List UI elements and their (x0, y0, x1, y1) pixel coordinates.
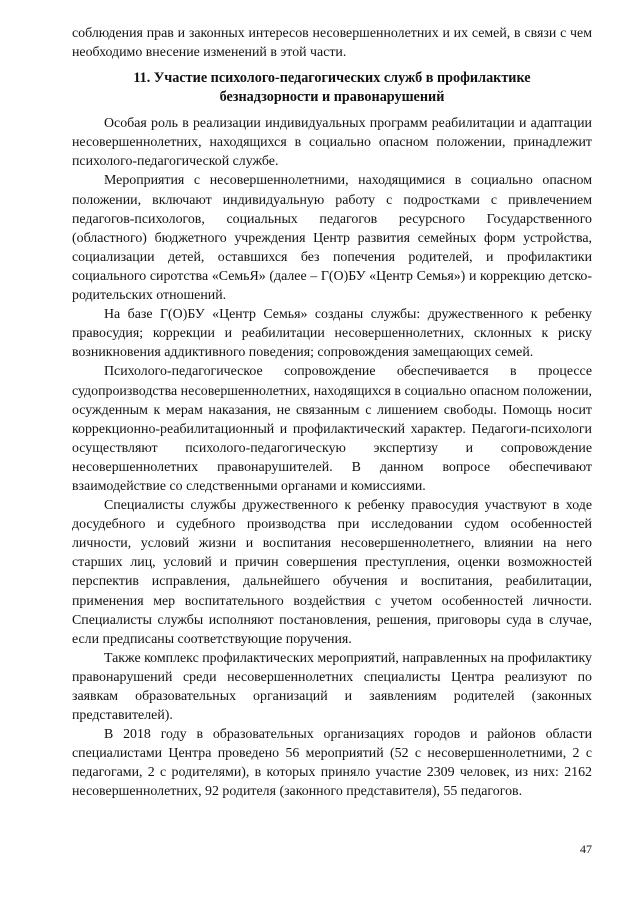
body-paragraph-4: Психолого-педагогическое сопровождение обеспечивается в процессе судопроизводства несовершеннолетних, находящихся в социально опасном положении, осужденным к мерам наказания, не связанным с лишением свободы. Помощь носит коррекционно-реабилитационный и профилактический характер. Педагоги-психологи осуществляют психолого-педагогическую экспертизу и сопровождение несовершеннолетних правонарушителей. В данном вопросе обеспечивают взаимодействие со следственными органами и комиссиями. (72, 364, 592, 494)
body-paragraph-1: Особая роль в реализации индивидуальных программ реабилитации и адаптации несовершеннолетних, находящихся в социально опасном положении, принадлежит психолого-педагогической службе. (72, 116, 592, 170)
body-paragraph-5: Специалисты службы дружественного к ребенку правосудия участвуют в ходе досудебного и судебного производства при исследовании судом особенностей личности, условий жизни и воспитания несовершеннолетнего, влиянии на него старших лиц, условий и причин совершения преступления, оценки возможностей перспектив исправления, дальнейшего обучения и воспитания, реабилитации, применения мер воспитательного воздействия с учетом особенностей личности. Специалисты службы исполняют постановления, решения, приговоры суда в случае, если предписаны соответствующие поручения. (72, 498, 592, 647)
body-paragraph-2: Мероприятия с несовершеннолетними, находящимися в социально опасном положении, включают индивидуальную работу с подростками с привлечением педагогов-психологов, социальных педагогов ресурсного Государственного (областного) бюджетного учреждения Центр развития семейных форм устройства, социализации детей, оставшихся без попечения родителей, и профилактики социального сиротства «СемьЯ» (далее – Г(О)БУ «Центр Семья») и коррекцию детско-родительских отношений. (72, 173, 592, 304)
continuation-paragraph: соблюдения прав и законных интересов несовершеннолетних и их семей, в связи с чем необходимо внесение изменений в этой части. (72, 26, 592, 61)
document-page (72, 24, 592, 802)
body-paragraph-6: Также комплекс профилактических мероприятий, направленных на профилактику правонарушений среди несовершеннолетних специалисты Центра реализуют по заявкам образовательных организаций и заявлениям родителей (законных представителей). (72, 650, 592, 724)
body-paragraph-3: На базе Г(О)БУ «Центр Семья» созданы службы: дружественного к ребенку правосудия; коррекции и реабилитации несовершеннолетних, склонных к риску возникновения аддиктивного поведения; сопровождения замещающих семей. (72, 307, 592, 361)
section-heading: 11. Участие психолого-педагогических служб в профилактике безнадзорности и правонарушений (133, 70, 531, 106)
page-number: 47 (580, 842, 592, 856)
body-paragraph-7: В 2018 году в образовательных организациях городов и районов области специалистами Центра проведено 56 мероприятий (52 с несовершеннолетними, 2 с педагогами, 2 с родителями), в которых приняло участие 2309 человек, из них: 2162 несовершеннолетних, 92 родителя (законного представителя), 55 педагогов. (72, 727, 592, 800)
